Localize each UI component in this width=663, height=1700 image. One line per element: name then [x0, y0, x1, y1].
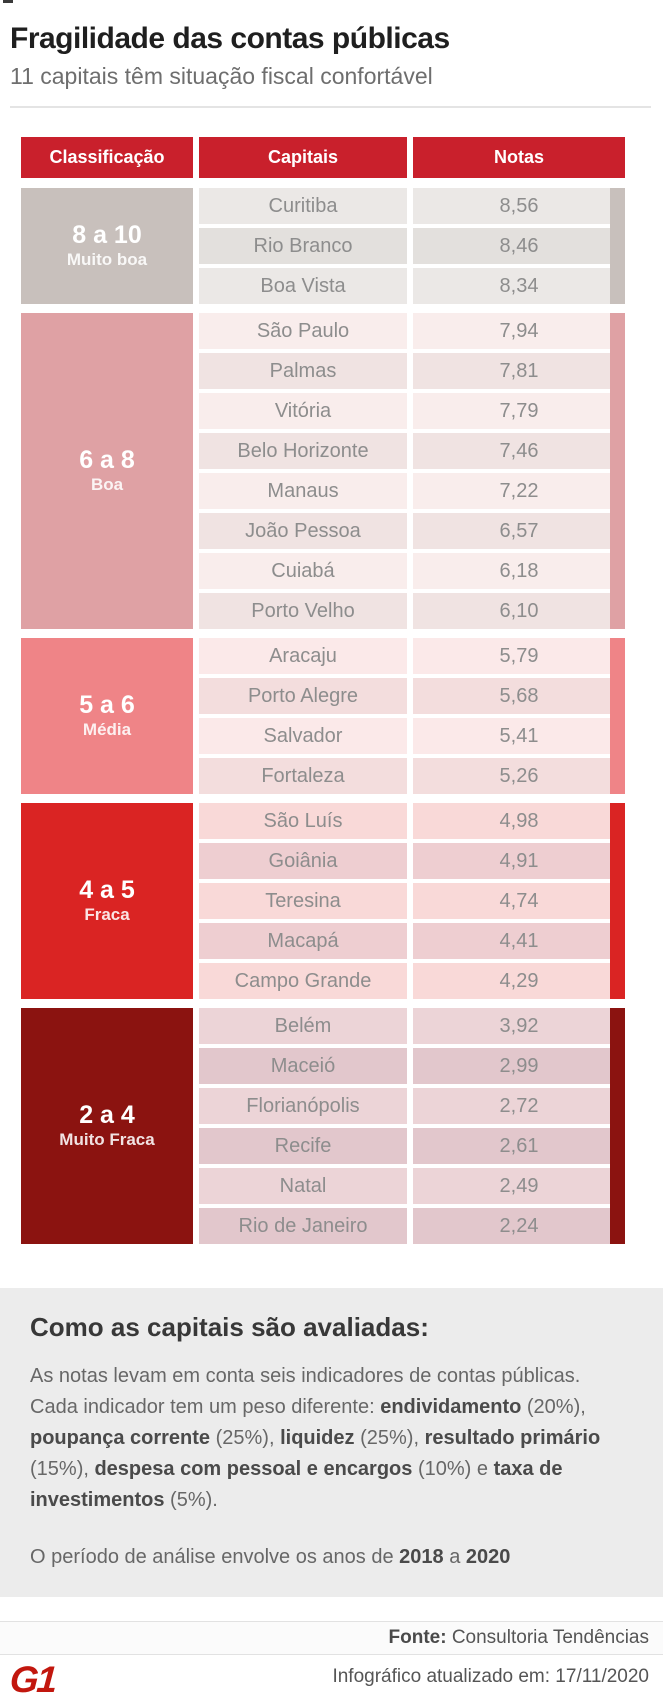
capital-cell: Macapá	[199, 923, 407, 959]
classification-quality-label: Muito Fraca	[59, 1130, 155, 1150]
nota-cell: 7,22	[413, 473, 625, 509]
table-row	[199, 188, 625, 224]
nota-cell: 7,79	[413, 393, 625, 429]
table-row	[199, 758, 625, 794]
capital-cell: Florianópolis	[199, 1088, 407, 1124]
nota-cell: 5,68	[413, 678, 625, 714]
emphasized-text: despesa com pessoal e encargos	[94, 1458, 413, 1480]
about-heading: Como as capitais são avaliadas:	[30, 1312, 429, 1342]
capital-cell: Porto Alegre	[199, 678, 407, 714]
table-row	[199, 228, 625, 264]
nota-cell: 8,34	[413, 268, 625, 304]
emphasized-text: 2018	[399, 1546, 444, 1568]
classification-group	[21, 803, 625, 999]
emphasized-text: poupança corrente	[30, 1427, 211, 1449]
plain-text: a	[443, 1546, 466, 1568]
table-row	[199, 473, 625, 509]
table-row	[199, 268, 625, 304]
table-row	[199, 313, 625, 349]
capital-cell: Teresina	[199, 883, 407, 919]
capital-cell: Recife	[199, 1128, 407, 1164]
table-row	[199, 1088, 625, 1124]
capital-cell: João Pessoa	[199, 513, 407, 549]
table-row	[199, 1128, 625, 1164]
column-header-notas: Notas	[413, 137, 625, 178]
table-row	[199, 393, 625, 429]
emphasized-text: resultado primário	[424, 1427, 601, 1449]
source-label: Fonte:	[388, 1627, 447, 1648]
table-body	[21, 188, 625, 1244]
classification-range: 2 a 4	[79, 1101, 135, 1130]
nota-cell: 4,91	[413, 843, 625, 879]
nota-cell: 7,81	[413, 353, 625, 389]
plain-text: O período de análise envolve os anos de	[30, 1546, 400, 1568]
classification-block	[21, 188, 193, 304]
classification-group	[21, 1008, 625, 1244]
header-divider	[10, 106, 651, 108]
nota-cell: 8,56	[413, 188, 625, 224]
plain-text: (5%).	[164, 1489, 218, 1511]
nota-cell: 3,92	[413, 1008, 625, 1044]
classification-quality-label: Fraca	[84, 905, 130, 925]
table-row	[199, 1168, 625, 1204]
table-row	[199, 843, 625, 879]
capital-cell: Palmas	[199, 353, 407, 389]
classification-block	[21, 1008, 193, 1244]
capital-cell: Cuiabá	[199, 553, 407, 589]
nota-cell: 4,74	[413, 883, 625, 919]
table-row	[199, 593, 625, 629]
classification-range: 6 a 8	[79, 446, 135, 475]
table-row	[199, 353, 625, 389]
column-header-classificacao: Classificação	[21, 137, 193, 178]
nota-cell: 7,46	[413, 433, 625, 469]
emphasized-text: endividamento	[380, 1396, 522, 1418]
plain-text: (25%),	[210, 1427, 281, 1449]
classification-group	[21, 313, 625, 629]
capital-cell: Maceió	[199, 1048, 407, 1084]
nota-cell: 2,61	[413, 1128, 625, 1164]
classification-group	[21, 188, 625, 304]
plain-text: As notas levam em conta seis indicadores de contas públicas. Cada indicador tem um peso diferente:	[30, 1365, 581, 1418]
nota-cell: 5,79	[413, 638, 625, 674]
capital-cell: Fortaleza	[199, 758, 407, 794]
table-row	[199, 1008, 625, 1044]
capital-cell: Vitória	[199, 393, 407, 429]
capital-cell: Natal	[199, 1168, 407, 1204]
column-header-capitais: Capitais	[199, 137, 407, 178]
table-row	[199, 923, 625, 959]
table-header-row	[21, 137, 625, 178]
nota-cell: 5,26	[413, 758, 625, 794]
group-color-band	[610, 313, 625, 629]
nota-cell: 6,18	[413, 553, 625, 589]
plain-text: (10%) e	[412, 1458, 494, 1480]
plain-text: (15%),	[30, 1458, 95, 1480]
classification-quality-label: Muito boa	[66, 250, 148, 270]
table-row	[199, 553, 625, 589]
group-rows	[199, 1008, 625, 1244]
capital-cell: Aracaju	[199, 638, 407, 674]
emphasized-text: taxa de investimentos	[30, 1458, 563, 1511]
classification-block	[21, 803, 193, 999]
capital-cell: São Paulo	[199, 313, 407, 349]
classification-quality-label: Boa	[90, 475, 124, 495]
about-paragraph-weights	[30, 1361, 621, 1516]
table-row	[199, 513, 625, 549]
nota-cell: 6,10	[413, 593, 625, 629]
source-strip	[0, 1621, 663, 1655]
nota-cell: 7,94	[413, 313, 625, 349]
group-rows	[199, 803, 625, 999]
top-edge-artifact	[3, 0, 13, 3]
nota-cell: 4,98	[413, 803, 625, 839]
capital-cell: Campo Grande	[199, 963, 407, 999]
capital-cell: Curitiba	[199, 188, 407, 224]
capital-cell: Belo Horizonte	[199, 433, 407, 469]
group-rows	[199, 313, 625, 629]
group-color-band	[610, 638, 625, 794]
bottom-bar	[0, 1655, 663, 1698]
group-rows	[199, 638, 625, 794]
capital-cell: Rio Branco	[199, 228, 407, 264]
capital-cell: Salvador	[199, 718, 407, 754]
plain-text: (20%),	[521, 1396, 586, 1418]
capital-cell: Porto Velho	[199, 593, 407, 629]
table-row	[199, 718, 625, 754]
infographic-header	[0, 0, 663, 108]
table-row	[199, 1048, 625, 1084]
table-row	[199, 678, 625, 714]
classification-group	[21, 638, 625, 794]
group-color-band	[610, 188, 625, 304]
page-title: Fragilidade das contas públicas	[10, 22, 450, 55]
group-rows	[199, 188, 625, 304]
classification-range: 8 a 10	[72, 221, 142, 250]
nota-cell: 2,24	[413, 1208, 625, 1244]
nota-cell: 2,72	[413, 1088, 625, 1124]
nota-cell: 2,99	[413, 1048, 625, 1084]
table-row	[199, 963, 625, 999]
nota-cell: 2,49	[413, 1168, 625, 1204]
capital-cell: Manaus	[199, 473, 407, 509]
nota-cell: 6,57	[413, 513, 625, 549]
nota-cell: 8,46	[413, 228, 625, 264]
updated-timestamp: Infográfico atualizado em: 17/11/2020	[332, 1666, 649, 1687]
page-subtitle: 11 capitais têm situação fiscal confortável	[10, 63, 433, 89]
table-row	[199, 883, 625, 919]
plain-text: (25%),	[354, 1427, 425, 1449]
table-row	[199, 803, 625, 839]
classification-range: 4 a 5	[79, 876, 135, 905]
capital-cell: Goiânia	[199, 843, 407, 879]
capital-cell: Belém	[199, 1008, 407, 1044]
table-row	[199, 638, 625, 674]
nota-cell: 4,41	[413, 923, 625, 959]
nota-cell: 4,29	[413, 963, 625, 999]
table-row	[199, 433, 625, 469]
group-color-band	[610, 1008, 625, 1244]
emphasized-text: 2020	[465, 1546, 511, 1568]
source-value: Consultoria Tendências	[446, 1627, 649, 1648]
classification-block	[21, 638, 193, 794]
classification-quality-label: Média	[82, 720, 132, 740]
g1-logo: G1	[8, 1659, 57, 1700]
about-paragraph-period	[30, 1542, 621, 1573]
about-box	[0, 1288, 663, 1597]
capital-cell: Boa Vista	[199, 268, 407, 304]
classification-range: 5 a 6	[79, 691, 135, 720]
fiscal-rating-table	[21, 137, 625, 1244]
table-row	[199, 1208, 625, 1244]
group-color-band	[610, 803, 625, 999]
capital-cell: Rio de Janeiro	[199, 1208, 407, 1244]
nota-cell: 5,41	[413, 718, 625, 754]
classification-block	[21, 313, 193, 629]
emphasized-text: liquidez	[280, 1427, 355, 1449]
capital-cell: São Luís	[199, 803, 407, 839]
